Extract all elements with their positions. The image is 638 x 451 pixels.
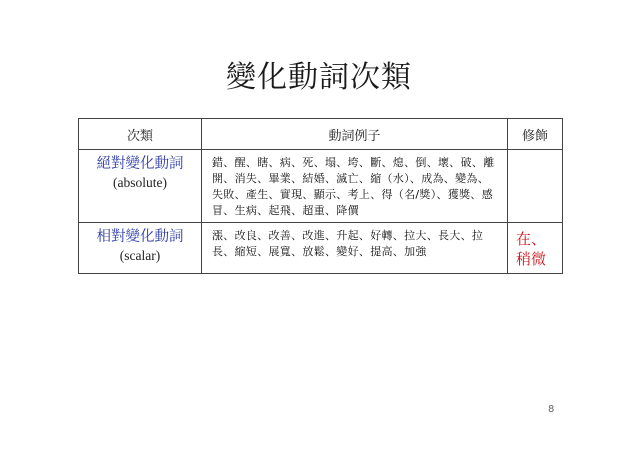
verb-examples-cell: 漲、改良、改善、改進、升起、好轉、拉大、長大、拉長、縮短、展寬、放鬆、變好、提高、加強 [202,223,508,274]
table-row-scalar [79,223,563,274]
slide-title: 變化動詞次類 [226,60,412,95]
subclass-cell [79,150,202,223]
subclass-name-en: (absolute) [113,175,167,190]
subclass-name-en: (scalar) [119,248,161,263]
modifier-cell [508,150,563,223]
table-header-row [79,119,563,150]
page-number: 8 [548,404,555,415]
subclass-name-zh: 相對變化動詞 [96,229,184,245]
header-verb-examples: 動詞例子 [202,119,508,150]
header-subclass: 次類 [79,119,202,150]
verb-examples-cell: 錯、醒、瞎、病、死、塌、垮、斷、熄、倒、壞、破、離開、消失、畢業、結婚、滅亡、縮（水）、成為、變為、失敗、產生、實現、顯示、考上、得（名/獎）、獲獎、感冒、生病、起飛、超重、降價 [202,150,508,223]
verb-subclass-table [78,118,563,274]
subclass-name-zh: 絕對變化動詞 [96,156,184,172]
modifier-text: 在、稍微 [516,230,547,268]
header-modifier: 修飾 [508,119,563,150]
modifier-cell [508,223,563,274]
table-row-absolute [79,150,563,223]
subclass-cell [79,223,202,274]
